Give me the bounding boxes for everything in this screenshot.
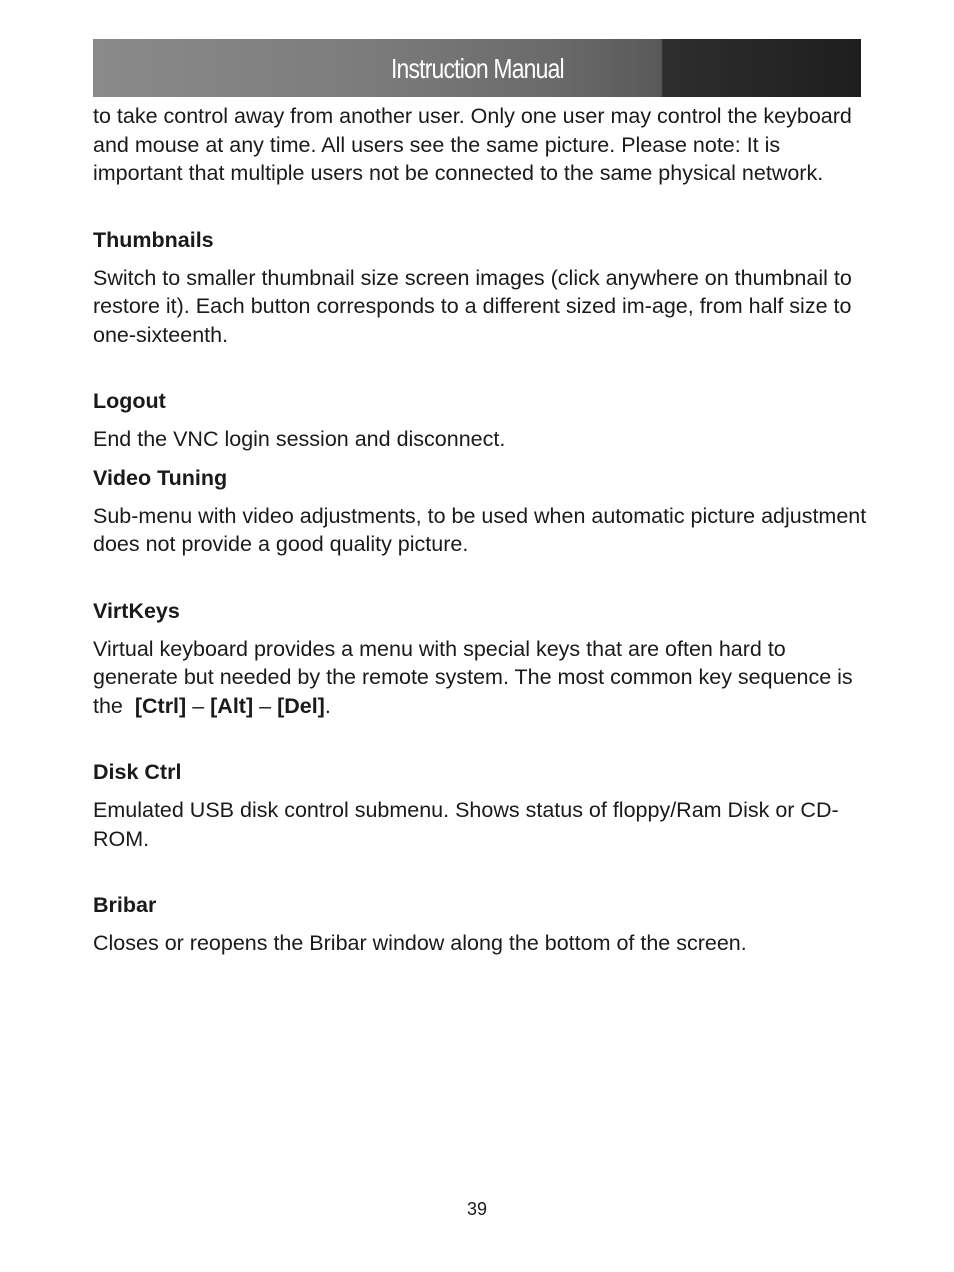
header-bar (93, 39, 861, 97)
section-body: Sub-menu with video adjustments, to be used when automatic picture adjustment does not provide a good quality picture. (93, 503, 867, 556)
section-heading: Thumbnails (93, 227, 214, 252)
section-body: Closes or reopens the Bribar window along the bottom of the screen. (93, 931, 747, 955)
page-content (93, 102, 868, 996)
section-heading: VirtKeys (93, 598, 180, 623)
section-bribar (93, 891, 868, 958)
section-video-tuning (93, 464, 868, 559)
section-virtkeys (93, 597, 868, 721)
section-body: Emulated USB disk control submenu. Shows status of floppy/Ram Disk or CD-ROM. (93, 798, 839, 851)
virtkeys-text: Virtual keyboard provides a menu with special keys that are often hard to generate but needed by the remote system. The most common key sequence is the (93, 636, 853, 718)
section-disk-ctrl (93, 758, 868, 853)
page-number: 39 (466, 1199, 488, 1219)
key-alt: [Alt] (210, 693, 254, 718)
section-heading: Video Tuning (93, 465, 228, 490)
section-heading: Bribar (93, 893, 157, 917)
section-body (93, 635, 868, 721)
key-del: [Del] (277, 693, 325, 718)
sentence-end: . (324, 693, 331, 718)
key-separator: – (192, 693, 205, 718)
section-body: End the VNC login session and disconnect. (93, 427, 506, 451)
section-thumbnails (93, 226, 868, 350)
intro-paragraph: to take control away from another user. Only one user may control the keyboard and mouse at any time. All users see the same picture. Please note: It is important that multiple users not be connected to the same physical network. (93, 104, 852, 185)
section-logout (93, 387, 868, 454)
header-title: Instruction Manual (390, 53, 564, 84)
key-ctrl: [Ctrl] (134, 693, 187, 718)
section-body: Switch to smaller thumbnail size screen images (click anywhere on thumbnail to restore it). Each button corresponds to a different sized im-age, from half size to one-sixteenth. (93, 265, 852, 347)
key-separator: – (259, 693, 272, 718)
section-heading: Disk Ctrl (93, 760, 182, 784)
section-heading: Logout (93, 389, 166, 413)
